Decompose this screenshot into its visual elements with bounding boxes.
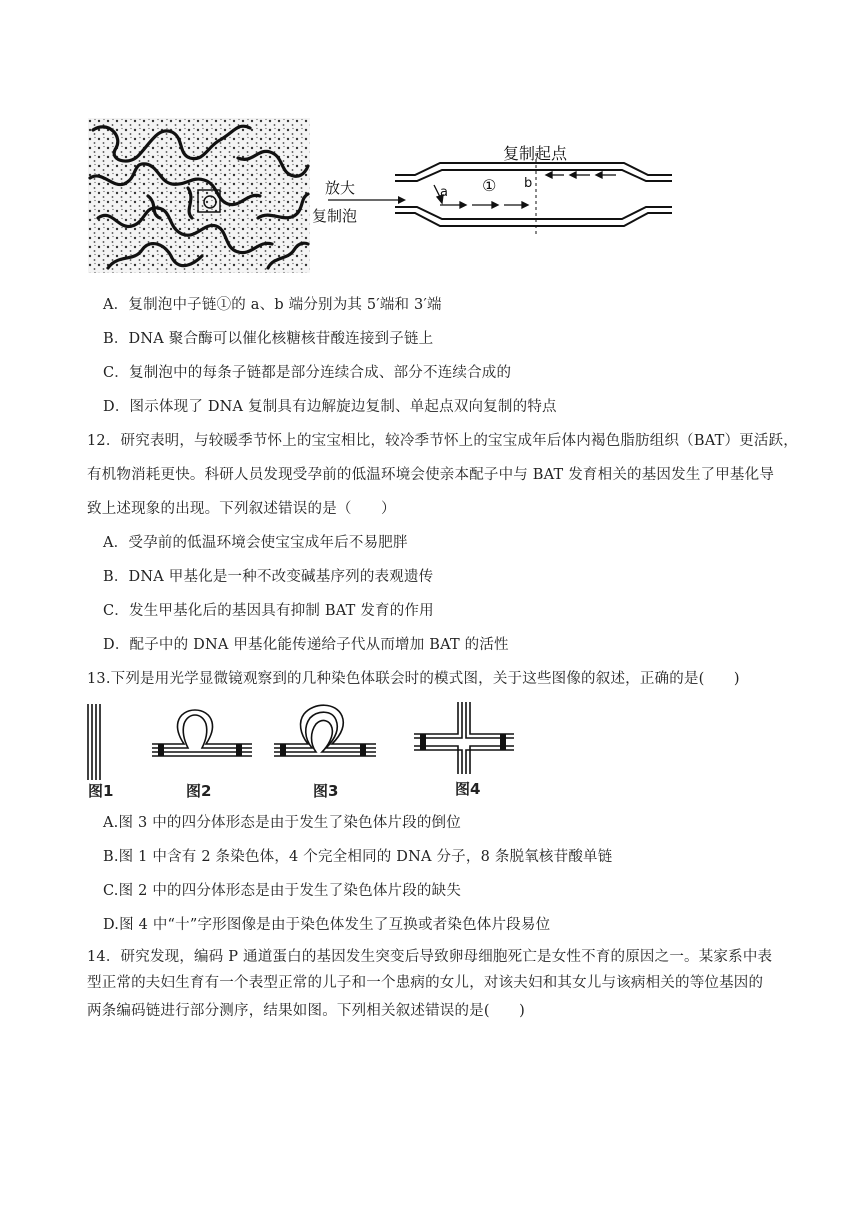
label-origin: 复制起点 xyxy=(503,144,568,163)
label-chain-1: ① xyxy=(482,176,497,195)
q12-stem-line-3: 致上述现象的出现。下列叙述错误的是（ ） xyxy=(87,501,396,517)
q14-stem-line-2: 型正常的夫妇生育有一个表型正常的儿子和一个患病的女儿，对该夫妇和其女儿与该病相关的等位基因的 xyxy=(87,975,764,991)
replication-bubble-diagram xyxy=(300,145,680,255)
label-a: a xyxy=(440,185,448,200)
micrograph-svg xyxy=(88,118,310,273)
figure-label-2: 图2 xyxy=(186,782,212,800)
figure-4-cross xyxy=(414,702,514,774)
micrograph-image xyxy=(88,118,310,273)
q12-option-a: A．受孕前的低温环境会使宝宝成年后不易肥胖 xyxy=(103,535,408,551)
figure-label-1: 图1 xyxy=(88,782,114,800)
q13-stem: 13.下列是用光学显微镜观察到的几种染色体联会时的模式图，关于这些图像的叙述，正确的是( ) xyxy=(87,671,740,687)
label-enlarge: 放大 xyxy=(325,179,356,197)
figure-label-4: 图4 xyxy=(455,780,481,798)
label-b: b xyxy=(524,176,533,191)
figure-label-3: 图3 xyxy=(313,782,339,800)
q13-option-b: B.图 1 中含有 2 条染色体，4 个完全相同的 DNA 分子，8 条脱氧核苷酸单链 xyxy=(103,849,613,865)
q11-option-a: A．复制泡中子链①的 a、b 端分别为其 5′端和 3′端 xyxy=(103,297,442,313)
label-bubble: 复制泡 xyxy=(312,207,358,225)
q11-option-d: D．图示体现了 DNA 复制具有边解旋边复制、单起点双向复制的特点 xyxy=(103,399,557,415)
q13-option-c: C.图 2 中的四分体形态是由于发生了染色体片段的缺失 xyxy=(103,883,462,899)
q13-option-a: A.图 3 中的四分体形态是由于发生了染色体片段的倒位 xyxy=(103,815,461,831)
q14-stem-line-3: 两条编码链进行部分测序，结果如图。下列相关叙述错误的是( ) xyxy=(87,1003,526,1019)
q11-option-b: B．DNA 聚合酶可以催化核糖核苷酸连接到子链上 xyxy=(103,331,434,347)
q13-option-d: D.图 4 中“十”字形图像是由于染色体发生了互换或者染色体片段易位 xyxy=(103,917,551,933)
q12-option-b: B．DNA 甲基化是一种不改变碱基序列的表观遗传 xyxy=(103,569,434,585)
q14-stem-line-1: 14．研究发现，编码 P 通道蛋白的基因发生突变后导致卵母细胞死亡是女性不育的原因之一。某家系中表 xyxy=(87,949,773,965)
q12-stem-line-2: 有机物消耗更快。科研人员发现受孕前的低温环境会使亲本配子中与 BAT 发育相关的基因发生了甲基化导 xyxy=(87,467,775,483)
q12-option-d: D．配子中的 DNA 甲基化能传递给子代从而增加 BAT 的活性 xyxy=(103,637,509,653)
q12-stem-line-1: 12．研究表明，与较暖季节怀上的宝宝相比，较冷季节怀上的宝宝成年后体内褐色脂肪组织（BAT）更活跃， xyxy=(87,433,798,449)
q12-option-c: C．发生甲基化后的基因具有抑制 BAT 发育的作用 xyxy=(103,603,434,619)
figure-1-chromosomes xyxy=(88,704,100,780)
q11-option-c: C．复制泡中的每条子链都是部分连续合成、部分不连续合成的 xyxy=(103,365,512,381)
